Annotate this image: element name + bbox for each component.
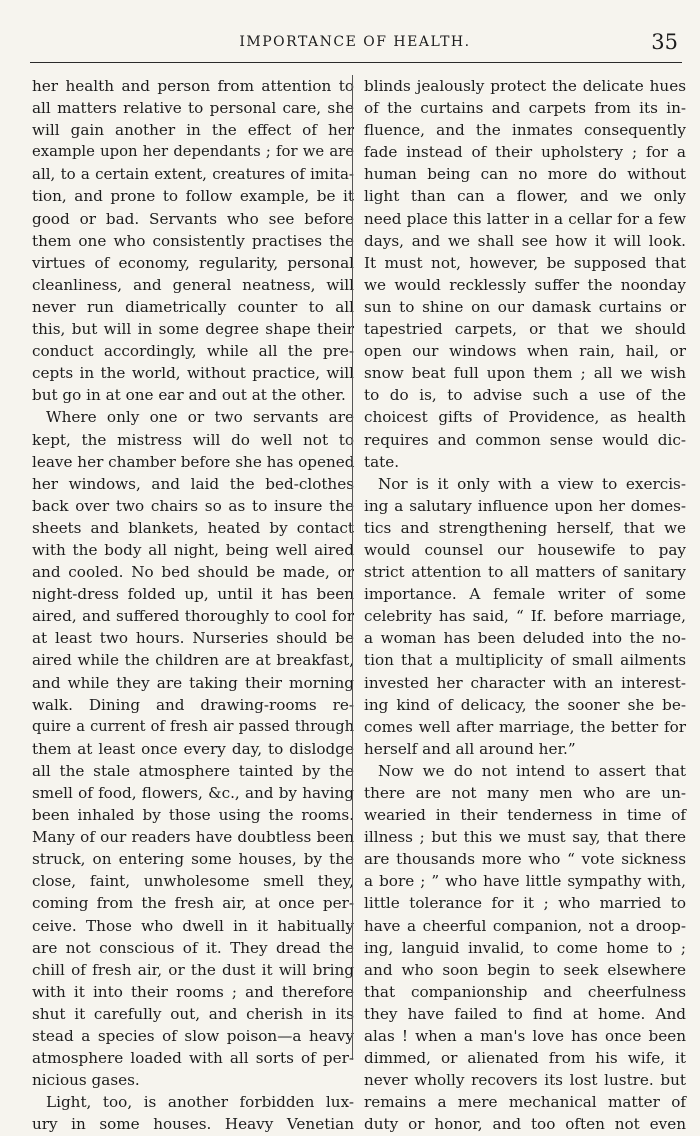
text-line: that companionship and cheerfulness	[364, 982, 686, 1001]
text-line: ceive. Those who dwell in it habitually	[32, 916, 354, 935]
text-line: and while they are taking their morning	[32, 673, 354, 692]
column-divider	[352, 75, 353, 1060]
text-line: sun to shine on our damask curtains or	[364, 297, 686, 316]
text-line: her windows, and laid the bed-clothes	[32, 474, 354, 493]
text-line: illness ; but this we must say, that there	[364, 828, 686, 847]
text-line: Light, too, is another forbidden lux-	[46, 1093, 354, 1112]
text-line: with it into their rooms ; and therefore	[32, 982, 354, 1001]
text-line: smell of food, flowers, &c., and by having	[32, 784, 354, 802]
text-line: tics and strengthening herself, that we	[364, 518, 686, 537]
text-line: importance. A female writer of some	[364, 585, 686, 604]
text-line: tapestried carpets, or that we should	[364, 320, 686, 339]
text-line: them at least once every day, to dislodge	[32, 739, 354, 758]
text-line: comes well after marriage, the better for	[364, 717, 686, 736]
text-line: and who soon begin to seek elsewhere	[364, 960, 686, 979]
text-line: Where only one or two servants are	[46, 408, 354, 427]
text-line: Now we do not intend to assert that	[378, 761, 686, 780]
text-line: have a cheerful companion, not a droop-	[364, 916, 686, 935]
text-line: struck, on entering some houses, by the	[32, 850, 354, 869]
text-line: aired, and suffered thoroughly to cool for	[32, 607, 354, 626]
text-line: strict attention to all matters of sanitary	[364, 563, 686, 582]
text-line: aired while the children are at breakfast,	[32, 651, 354, 670]
text-line: atmosphere loaded with all sorts of per-	[32, 1049, 354, 1068]
text-line: tion, and prone to follow example, be it	[32, 187, 354, 206]
text-line: are not conscious of it. They dread the	[32, 938, 354, 957]
text-line: invested her character with an interest-	[364, 673, 686, 692]
text-line: coming from the fresh air, at once per-	[32, 894, 354, 913]
text-line: chill of fresh air, or the dust it will bring	[32, 960, 354, 979]
text-line: shut it carefully out, and cherish in its	[32, 1004, 354, 1023]
text-line: this, but will in some degree shape their	[32, 320, 354, 339]
text-line: close, faint, unwholesome smell they,	[32, 872, 354, 891]
text-line: need place this latter in a cellar for a few	[364, 209, 686, 228]
text-line: but go in at one ear and out at the other.	[32, 386, 346, 405]
text-line: they have failed to find at home. And	[364, 1004, 686, 1023]
text-line: cepts in the world, without practice, will	[32, 364, 354, 383]
text-line: remains a mere mechanical matter of	[364, 1093, 686, 1112]
running-title: IMPORTANCE OF HEALTH.	[239, 34, 471, 50]
right-column	[364, 75, 686, 1136]
text-line: night-dress folded up, until it has been	[32, 585, 354, 604]
text-line: ury in some houses. Heavy Venetian	[32, 1115, 354, 1134]
text-line: snow beat full upon them ; all we wish	[364, 364, 686, 383]
text-line: we would recklessly suffer the noonday	[364, 275, 686, 294]
text-line: celebrity has said, “ If. before marriage,	[364, 607, 686, 626]
text-line: at least two hours. Nurseries should be	[32, 629, 354, 648]
text-line: her health and person from attention to	[32, 77, 354, 95]
text-line: virtues of economy, regularity, personal	[32, 253, 354, 272]
text-line: nicious gases.	[32, 1071, 140, 1090]
text-line: example upon her dependants ; for we are	[32, 143, 354, 161]
page-header	[30, 28, 680, 58]
text-line: and cooled. No bed should be made, or	[32, 563, 354, 582]
text-line: been inhaled by those using the rooms.	[32, 806, 354, 825]
text-line: requires and common sense would dic-	[364, 430, 686, 449]
text-line: conduct accordingly, while all the pre-	[32, 342, 354, 361]
text-line: good or bad. Servants who see before	[32, 209, 354, 228]
header-rule	[30, 62, 682, 63]
text-line: never run diametrically counter to all	[32, 297, 354, 316]
text-line: a woman has been deluded into the no-	[364, 629, 686, 648]
text-line: all, to a certain extent, creatures of imita-	[32, 165, 354, 184]
text-line: little tolerance for it ; who married to	[364, 894, 686, 913]
text-line: fluence, and the inmates consequently	[364, 121, 686, 140]
text-line: of the curtains and carpets from its in-	[364, 99, 686, 118]
text-line: will gain another in the effect of her	[32, 121, 354, 140]
page-number: 35	[651, 30, 678, 54]
text-line: ing kind of delicacy, the sooner she be-	[364, 695, 686, 714]
text-line: wearied in their tenderness in time of	[364, 806, 686, 825]
text-line: back over two chairs so as to insure the	[32, 496, 354, 515]
text-line: human being can no more do without	[364, 165, 686, 184]
text-line: to do is, to advise such a use of the	[364, 386, 686, 405]
text-line: cleanliness, and general neatness, will	[32, 275, 354, 294]
text-line: duty or honor, and too often not even	[364, 1115, 686, 1134]
text-line: sheets and blankets, heated by contact	[32, 518, 354, 537]
text-line: light than can a flower, and we only	[364, 187, 686, 206]
text-line: ing a salutary influence upon her domes-	[364, 496, 686, 515]
text-line: alas ! when a man's love has once been	[364, 1027, 686, 1046]
text-line: days, and we shall see how it will look.	[364, 231, 686, 250]
text-line: Many of our readers have doubtless been	[32, 828, 354, 847]
text-line: herself and all around her.”	[364, 739, 576, 758]
text-line: dimmed, or alienated from his wife, it	[364, 1049, 686, 1068]
text-line: a bore ; ” who have little sympathy with,	[364, 872, 686, 891]
text-line: there are not many men who are un-	[364, 784, 686, 802]
text-line: all the stale atmosphere tainted by the	[32, 761, 354, 780]
text-line: It must not, however, be supposed that	[364, 253, 686, 272]
text-line: choicest gifts of Providence, as health	[364, 408, 686, 427]
text-line: quire a current of fresh air passed through	[32, 717, 354, 735]
text-line: kept, the mistress will do well not to	[32, 430, 354, 449]
text-line: with the body all night, being well aired	[32, 540, 354, 559]
text-line: walk. Dining and drawing-rooms re-	[32, 695, 354, 714]
left-column	[32, 75, 354, 1136]
text-line: leave her chamber before she has opened	[32, 452, 355, 471]
text-line: all matters relative to personal care, she	[32, 99, 354, 118]
text-line: never wholly recovers its lost lustre. but	[364, 1071, 686, 1090]
text-line: Nor is it only with a view to exercis-	[378, 474, 686, 493]
text-line: stead a species of slow poison—a heavy	[32, 1027, 354, 1046]
text-line: tate.	[364, 452, 400, 471]
text-line: blinds jealously protect the delicate hues	[364, 77, 686, 95]
text-line: are thousands more who “ vote sickness	[364, 850, 686, 869]
text-line: ing, languid invalid, to come home to ;	[364, 938, 686, 957]
text-line: fade instead of their upholstery ; for a	[364, 143, 686, 162]
text-line: open our windows when rain, hail, or	[364, 342, 686, 361]
text-line: would counsel our housewife to pay	[364, 540, 686, 559]
text-line: them one who consistently practises the	[32, 231, 354, 250]
text-line: tion that a multiplicity of small ailments	[364, 651, 686, 670]
